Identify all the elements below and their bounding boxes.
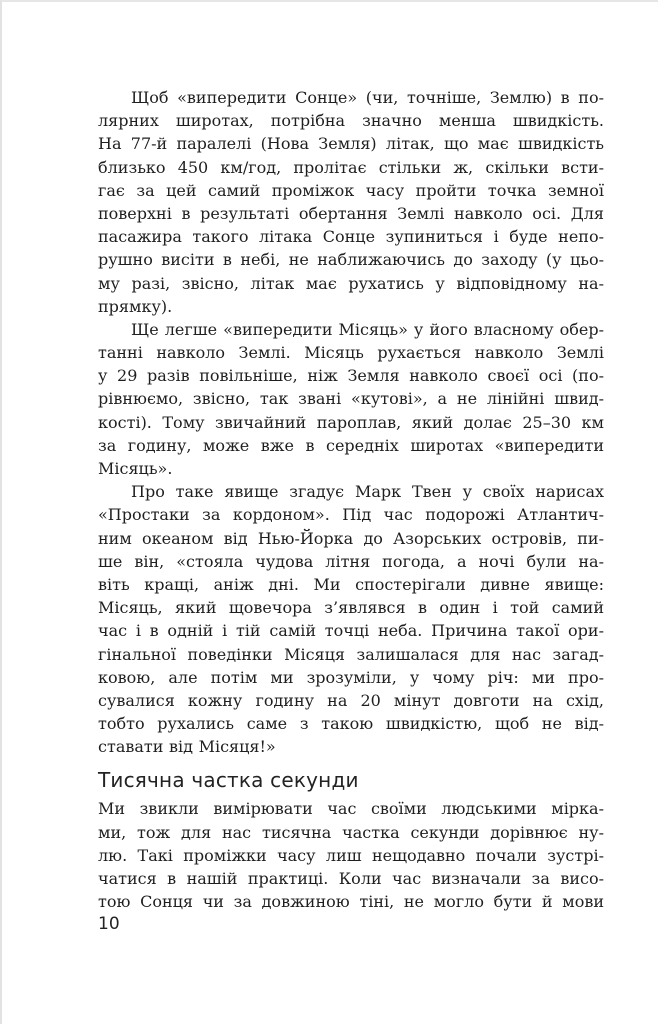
text-line: ковою, але потім ми зрозуміли, у чому річ: ми про- [98, 667, 604, 687]
text-line: віть кращі, аніж дні. Ми спостерігали дивне явище: [98, 574, 604, 594]
text-line: рушно висіти в небі, не наближаючись до заходу (у цьо- [98, 250, 604, 270]
section-heading: Тисячна частка секунди [98, 768, 359, 793]
text-line: ми, тож для нас тисячна частка секунди дорівнює ну- [98, 822, 604, 842]
text-line: пасажира такого літака Сонце зупиниться і буде непо- [98, 227, 604, 247]
text-line: тобто рухались саме з такою швидкістю, щоб не від- [98, 714, 604, 734]
paragraph [98, 480, 604, 758]
text-line: лярних широтах, потрібна значно менша швидкість. [98, 111, 604, 131]
text-line: рівнюємо, звісно, так звані «кутові», а не лінійні швид- [98, 389, 604, 409]
text-line: близько 450 км/год, пролітає стільки ж, скільки всти- [98, 157, 604, 177]
text-line: прямку). [98, 296, 173, 316]
text-line: «Простаки за кордоном». Під час подорожі Атлантич- [98, 505, 604, 525]
text-block [98, 86, 604, 913]
text-line: Про таке явище згадує Марк Твен у своїх нарисах [131, 482, 604, 502]
text-line: ставати від Місяця!» [98, 737, 276, 757]
text-line: На 77-й паралелі (Нова Земля) літак, що має швидкість [98, 134, 604, 154]
text-line: у 29 разів повільніше, ніж Земля навколо своєї осі (по- [98, 366, 604, 386]
text-line: Місяць». [98, 459, 173, 478]
page-number: 10 [98, 914, 120, 934]
text-line: тою Сонця чи за довжиною тіні, не могло бути й мови [98, 892, 604, 912]
paragraph [98, 318, 604, 480]
text-line: гінальної поведінки Місяця залишалася для нас загад- [98, 644, 604, 664]
text-line: лю. Такі проміжки часу лиш нещодавно почали зустрі- [98, 845, 604, 865]
paragraph [98, 86, 604, 318]
text-line: сувалися кожну годину на 20 мінут довготи на схід, [98, 690, 604, 710]
paragraph [98, 797, 604, 913]
text-line: ше він, «стояла чудова літня погода, а ночі були на- [98, 551, 604, 571]
text-line: за годину, може вже в середніх широтах «випередити [98, 435, 604, 455]
text-line: кості). Тому звичайний пароплав, який долає 25–30 км [98, 412, 604, 432]
text-line: Ми звикли вимірювати час своїми людськими мірка- [98, 799, 604, 819]
text-line: гає за цей самий проміжок часу пройти точка земної [98, 180, 604, 200]
text-line: ним океаном від Нью-Йорка до Азорських островів, пи- [98, 528, 604, 548]
text-line: Щоб «випередити Сонце» (чи, точніше, Землю) в по- [131, 88, 604, 107]
text-line: му разі, звісно, літак має рухатись у відповідному на- [98, 273, 604, 293]
text-line: Місяць, який щовечора з’являвся в один і той самий [98, 598, 604, 618]
text-line: поверхні в результаті обертання Землі навколо осі. Для [98, 203, 604, 223]
text-line: танні навколо Землі. Місяць рухається навколо Землі [98, 343, 604, 363]
text-line: чатися в нашій практиці. Коли час визначали за висо- [98, 869, 604, 888]
text-line: Ще легше «випередити Місяць» у його власному обер- [131, 319, 604, 339]
text-line: час і в одній і тій самій точці неба. Причина такої ори- [98, 621, 604, 641]
